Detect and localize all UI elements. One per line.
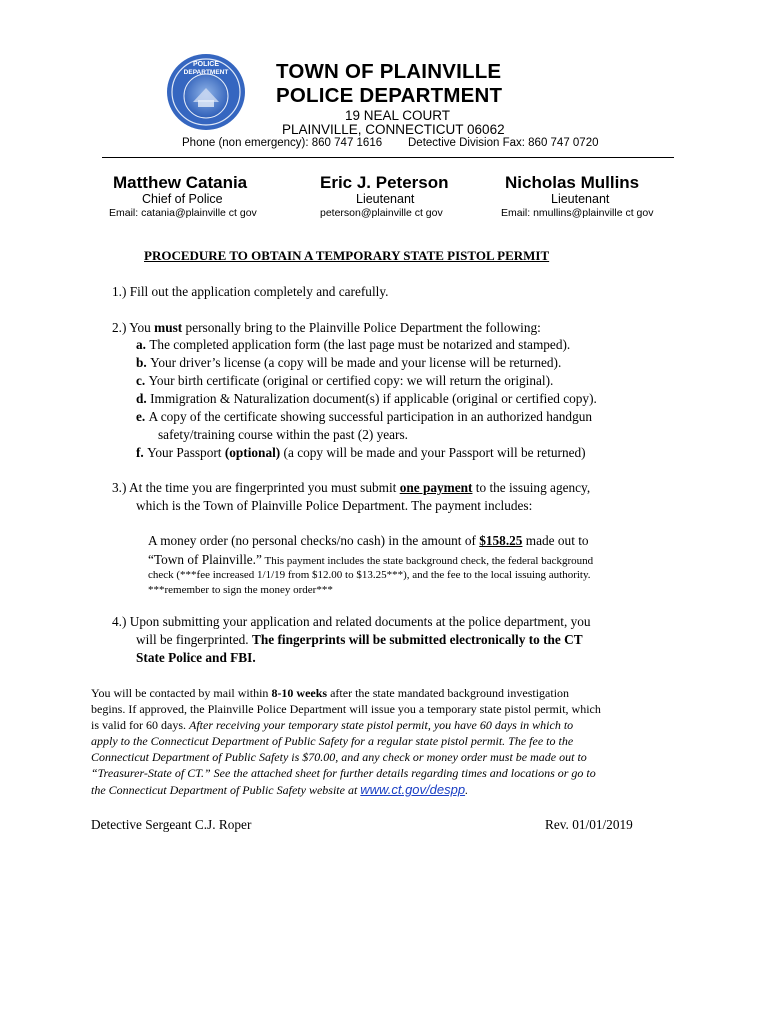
list-item-text: Your Passport	[147, 445, 225, 460]
closing-line-7	[91, 782, 468, 798]
department-title: POLICE DEPARTMENT	[276, 84, 503, 107]
police-seal-icon	[165, 52, 247, 132]
step-2-text-pre: You	[129, 320, 155, 335]
one-payment: one payment	[399, 480, 473, 495]
step-4-number: 4.)	[112, 614, 127, 629]
list-item-text: The completed application form (the last page must be notarized and stamped).	[149, 337, 571, 352]
officer-rank-peterson: Lieutenant	[356, 192, 415, 206]
list-item-a	[136, 337, 570, 353]
step-1-text: Fill out the application completely and carefully.	[129, 284, 389, 299]
step-2-number: 2.)	[112, 320, 127, 335]
step-1	[112, 284, 388, 300]
officer-rank-chief: Chief of Police	[142, 192, 223, 206]
officer-name-peterson: Eric J. Peterson	[320, 173, 449, 192]
list-marker: b.	[136, 355, 147, 370]
address-city: PLAINVILLE, CONNECTICUT 06062	[282, 122, 505, 137]
closing-period: .	[465, 783, 469, 797]
closing-text: after the state mandated background investigation	[327, 686, 570, 700]
closing-line-5: Connecticut Department of Public Safety is $70.00, and any check or money order must be made out to	[91, 750, 587, 764]
step-4-line-2	[136, 632, 583, 648]
list-marker: c.	[136, 373, 146, 388]
step-4-line-3: State Police and FBI.	[136, 650, 256, 665]
list-item-e	[136, 409, 592, 425]
list-item-text: Your driver’s license (a copy will be made and your license will be returned).	[150, 355, 562, 370]
step-1-number: 1.)	[112, 284, 127, 299]
phone-number: Phone (non emergency): 860 747 1616	[182, 137, 383, 149]
officer-rank-mullins: Lieutenant	[551, 192, 610, 206]
payee-name: “Town of Plainville.”	[148, 552, 262, 567]
payment-amount: $158.25	[479, 533, 523, 548]
money-order-text-post: made out to	[522, 533, 589, 548]
list-item-text: Immigration & Naturalization document(s) if applicable (original or certified copy).	[150, 391, 597, 406]
town-title: TOWN OF PLAINVILLE	[276, 60, 502, 83]
list-item-e-continued: safety/training course within the past (2) years.	[158, 427, 408, 442]
seal-text-top: POLICE	[192, 61, 220, 68]
list-item-c	[136, 373, 553, 389]
list-item-text: A copy of the certificate showing successful participation in an authorized handgun	[148, 409, 593, 424]
step-4-bold-text: The fingerprints will be submitted electronically to the CT	[251, 632, 583, 647]
step-4-text: will be fingerprinted.	[136, 632, 252, 647]
closing-line-6: “Treasurer-State of CT.” See the attached sheet for further details regarding times and locations or go to	[91, 766, 596, 780]
list-marker: e.	[136, 409, 146, 424]
seal-text-mid: DEPARTMENT	[183, 69, 229, 76]
list-item-text: Your birth certificate (original or certified copy: we will return the original).	[148, 373, 554, 388]
step-3-number: 3.)	[112, 480, 127, 495]
step-3-text-post: to the issuing agency,	[472, 480, 591, 495]
money-order-line	[148, 533, 589, 549]
payment-details-line-2: check (***fee increased 1/1/19 from $12.00 to $13.25***), and the fee to the local issuing authority.	[148, 569, 591, 581]
closing-italic-text: the Connecticut Department of Public Safety website at	[91, 783, 361, 797]
payment-details-line-1	[148, 551, 593, 569]
list-marker: f.	[136, 445, 144, 460]
officer-email-chief[interactable]: Email: catania@plainville ct gov	[109, 207, 257, 219]
closing-text: You will be contacted by mail within	[91, 686, 272, 700]
step-4-text: Upon submitting your application and related documents at the police department, you	[129, 614, 591, 629]
step-3	[112, 480, 590, 496]
closing-text: is valid for 60 days.	[91, 718, 189, 732]
payment-reminder: ***remember to sign the money order***	[148, 584, 333, 596]
address-street: 19 NEAL COURT	[345, 108, 451, 123]
step-2	[112, 320, 541, 336]
step-4	[112, 614, 591, 630]
list-item-f	[136, 445, 586, 461]
officer-email-peterson[interactable]: peterson@plainville ct gov	[320, 207, 443, 219]
list-marker: d.	[136, 391, 147, 406]
closing-italic-text: After receiving your temporary state pistol permit, you have 60 days in which to	[189, 718, 574, 732]
revision-date: Rev. 01/01/2019	[545, 817, 633, 832]
step-2-text-post: personally bring to the Plainville Police Department the following:	[182, 320, 541, 335]
closing-line-1	[91, 686, 569, 701]
header-divider	[102, 157, 674, 158]
list-item-d	[136, 391, 597, 407]
closing-line-4: apply to the Connecticut Department of Public Safety for a regular state pistol permit. The fee to the	[91, 734, 574, 748]
money-order-text: A money order (no personal checks/no cash) in the amount of	[148, 533, 480, 548]
fax-number: Detective Division Fax: 860 747 0720	[408, 137, 599, 149]
step-2-must: must	[154, 320, 183, 335]
step-3-line-2: which is the Town of Plainville Police Department. The payment includes:	[136, 498, 533, 513]
optional-label: (optional)	[224, 445, 281, 460]
officer-email-mullins[interactable]: Email: nmullins@plainville ct gov	[501, 207, 654, 219]
payment-details-text: This payment includes the state background check, the federal background	[261, 555, 594, 567]
despp-website-link[interactable]: www.ct.gov/despp	[360, 782, 466, 797]
list-item-text: (a copy will be made and your Passport will be returned)	[280, 445, 586, 460]
list-marker: a.	[136, 337, 146, 352]
signature: Detective Sergeant C.J. Roper	[91, 817, 252, 832]
step-3-text-pre: At the time you are fingerprinted you must submit	[129, 480, 400, 495]
list-item-b	[136, 355, 561, 371]
closing-line-2: begins. If approved, the Plainville Police Department will issue you a temporary state pistol permit, which	[91, 702, 601, 716]
wait-time: 8-10 weeks	[271, 686, 328, 700]
closing-line-3	[91, 718, 573, 733]
officer-name-mullins: Nicholas Mullins	[505, 173, 640, 192]
document-title: PROCEDURE TO OBTAIN A TEMPORARY STATE PISTOL PERMIT	[144, 248, 550, 263]
officer-name-chief: Matthew Catania	[113, 173, 248, 192]
